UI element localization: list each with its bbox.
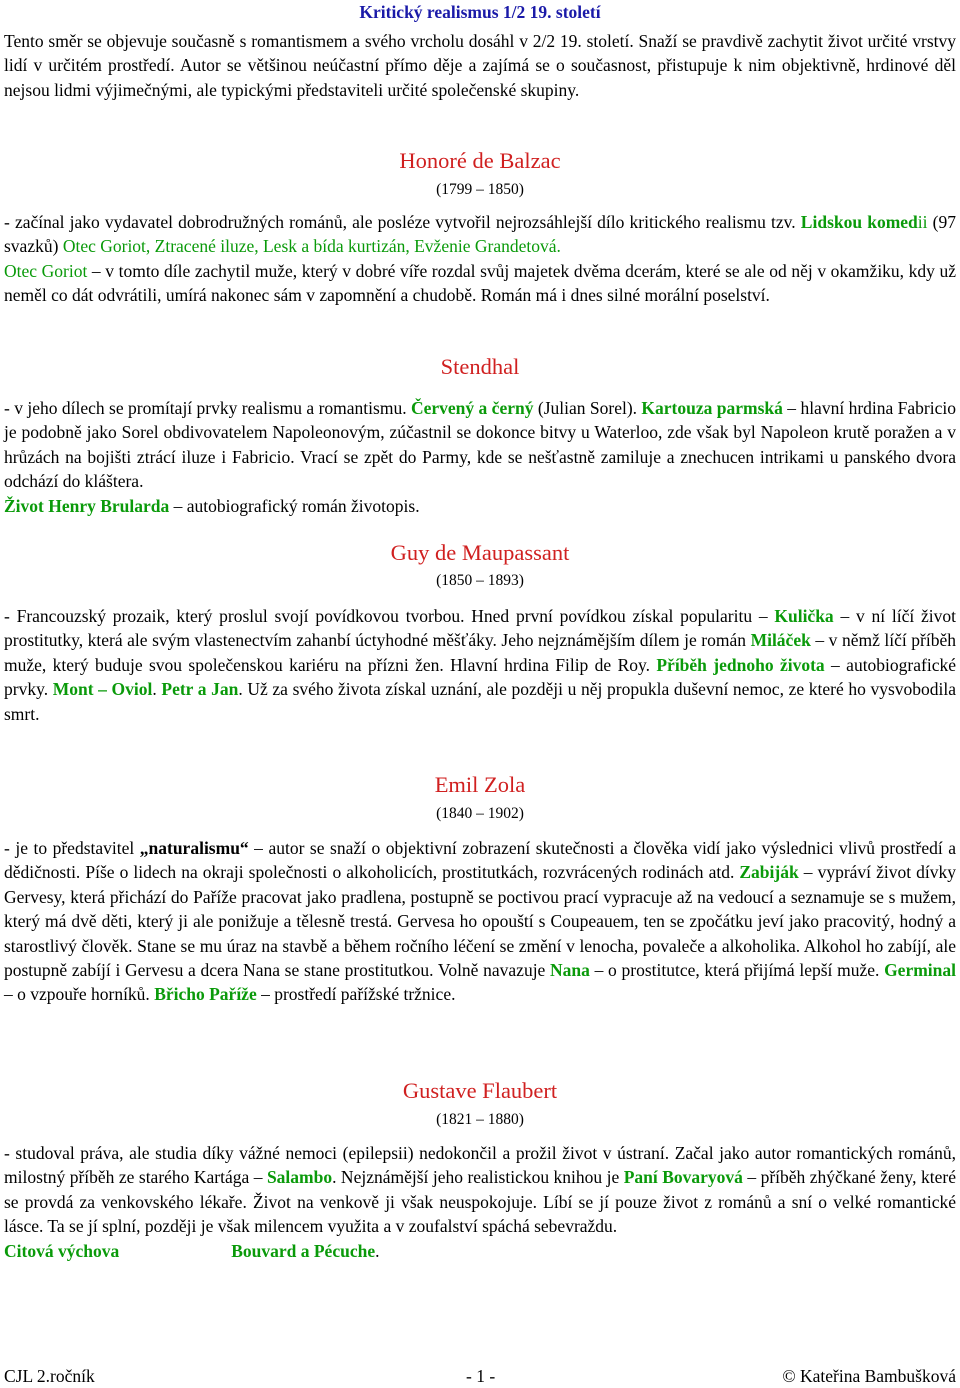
intro-text: Tento směr se objevuje současně s romantismem a svého vrcholu dosáhl v 2/2 19. století. Snaží se pravdivě zachytit život určité vrstvy lidí v určitém prostředí. Autor se většinou neúčastní přímo děje a zajímá se o současnost, přistupuje k nim objektivně, hrdinové děl nejsou lidmi výjimečnými, ale typickými představiteli určité společenské skupiny. (4, 31, 956, 100)
maupassant-work-mont-oviol: Mont – Oviol (52, 679, 153, 700)
balzac-paragraph (4, 210, 956, 259)
zola-work-bricho-parize: Břicho Paříže (154, 984, 257, 1005)
stendhal-work-zivot-henry-brularda: Život Henry Brularda (4, 495, 170, 516)
stendhal-work-cerveny-a-cerny: Červený a černý (410, 398, 534, 418)
flaubert-work-pani-bovaryova: Paní Bovaryová (623, 1167, 743, 1188)
balzac-section (4, 210, 956, 308)
flaubert-section (4, 1141, 956, 1263)
zola-heading: Emil Zola (434, 772, 526, 797)
zola-text-1: - je to představitel (4, 838, 140, 858)
footer-page-number: - 1 - (466, 1366, 496, 1386)
zola-term-naturalismus: „naturalismu“ (139, 838, 249, 858)
maupassant-section (4, 604, 956, 726)
zola-work-germinal: Germinal (884, 960, 956, 981)
stendhal-work-kartouza-parmska: Kartouza parmská (641, 398, 783, 418)
maupassant-text-5: . (152, 679, 162, 700)
maupassant-text-3: – v němž líčí příběh muže, který buduje svou společenskou kariéru na přízni žen. Hlavní hrdina Filip de Roy. (4, 630, 956, 675)
maupassant-text-2: – v ní líčí život prostitutky, která ale svým vlastenectvím zahanbí úctyhodné měšťáky. Jeho nejznámějším dílem je román (4, 606, 956, 651)
footer-course: CJL 2.ročník (4, 1366, 95, 1386)
flaubert-paragraph (4, 1141, 956, 1239)
flaubert-text-2: . Nejznámější jeho realistickou knihou je (332, 1167, 624, 1188)
footer-author: © Kateřina Bambušková (782, 1366, 956, 1386)
flaubert-paragraph-2 (4, 1239, 956, 1263)
flaubert-work-salambo: Salambo (266, 1167, 333, 1188)
stendhal-section (4, 396, 956, 518)
zola-work-nana: Nana (550, 960, 590, 981)
zola-text-3: – vypráví život dívky Gervesy, která přichází do Paříže pracovat jako pradlena, postupně se poctivou prací vypracuje až na vedoucí a seznamuje se s mužem, který má dvě děti, který ji ale ponižuje a tělesně trestá. Gervesa ho opouští s Coupeauem, ten se zpočátku jeví jako pracovitý, hodný a starostlivý člověk. Stane se mu úraz na stavbě a během ročního léčení se změní v lenocha, povaleče a alkoholika. Alkohol ho zabíjí, ale postupně zabíjí i Gervesu a dcera Nana se stane prostitutkou. Volně navazuje (4, 862, 956, 981)
maupassant-text-4: – autobiografické prvky. (4, 654, 956, 700)
stendhal-text-2: (Julian Sorel). (533, 398, 642, 418)
maupassant-heading: Guy de Maupassant (390, 540, 570, 565)
balzac-text-3: – v tomto díle zachytil muže, který v dobré víře rozdal svůj majetek dvěma dcerám, které se ale od něj v okamžiku, kdy už neměl co dát odvrátili, umírá nakonec sám v zapomnění a chudobě. Román má i dnes silné morální poselství. (4, 260, 956, 306)
flaubert-heading: Gustave Flaubert (402, 1078, 558, 1103)
balzac-work-otec-goriot: Otec Goriot (4, 260, 88, 281)
zola-text-2: – autor se snaží o objektivní zobrazení skutečnosti a člověka vidí jako výslednici vlivů prostředí a dědičnosti. Píše o lidech na okraji společnosti o alkoholicích, prostitutkách, rozvrácených rodinách atd. (4, 838, 956, 883)
maupassant-work-milacek: Miláček (750, 630, 811, 651)
balzac-text-1: - začínal jako vydavatel dobrodružných románů, ale posléze vytvořil nejrozsáhlejší dílo kritického realismu tzv. (4, 212, 801, 232)
flaubert-work-bouvard-a-pecuche: Bouvard a Pécuche (231, 1240, 376, 1261)
stendhal-paragraph-2 (4, 494, 956, 518)
flaubert-text-4: . (375, 1240, 380, 1261)
intro-paragraph (4, 29, 956, 102)
flaubert-text-3: – příběh zhýčkané ženy, které se provdá za venkovského lékaře. Život na venkově ji však neuspokojuje. Líbí se jí pouze život z románů a sní o velké romantické lásce. Ta se jí splní, později je však milencem využita a v zoufalství spáchá sebevraždu. (4, 1167, 956, 1237)
maupassant-paragraph (4, 604, 956, 726)
maupassant-work-petr-a-jan: Petr a Jan (161, 679, 239, 700)
balzac-works-list: Otec Goriot, Ztracené iluze, Lesk a bída kurtizán, Evženie Grandetová. (62, 236, 561, 257)
maupassant-text-6: . Už za svého života získal uznání, ale později u něj propukla duševní nemoc, ze které ho vysvobodila smrt. (4, 679, 957, 724)
maupassant-work-pribeh-jednoho-zivota: Příběh jednoho života (656, 654, 825, 675)
balzac-work-suffix: ii (917, 212, 928, 232)
stendhal-heading: Stendhal (440, 354, 520, 379)
balzac-paragraph-2 (4, 259, 956, 308)
stendhal-text-3: – hlavní hrdina Fabricio je podobně jako Sorel obdivovatelem Napoleonovým, zúčastnil se dokonce bitvy u Waterloo, zde však byl Napoleon krutě poražen a v hrůzách na bojišti ztrácí iluze i Fabricio. Vrací se zpět do Parmy, kde se nešťastně zamiluje a znechucen intrikami u panského dvora odchází do kláštera. (4, 398, 956, 492)
balzac-heading: Honoré de Balzac (399, 148, 561, 173)
zola-text-5: – o vzpouře horníků. (4, 984, 155, 1005)
maupassant-work-kulicka: Kulička (774, 606, 834, 626)
maupassant-text-1: - Francouzský prozaik, který proslul svojí povídkovou tvorbou. Hned první povídkou získal popularitu – (4, 606, 775, 626)
zola-section (4, 836, 956, 1007)
stendhal-text-4: – autobiografický román životopis. (169, 495, 420, 516)
balzac-work-lidska-komedie: Lidskou komed (800, 212, 918, 232)
zola-dates: (1840 – 1902) (436, 805, 524, 822)
stendhal-text-1: - v jeho dílech se promítají prvky realismu a romantismu. (4, 398, 411, 418)
zola-text-4: – o prostitutce, která přijímá lepší muže. (589, 960, 885, 981)
maupassant-dates: (1850 – 1893) (436, 572, 524, 589)
zola-work-zabijak: Zabiják (739, 862, 799, 883)
flaubert-text-1: - studoval práva, ale studia díky vážné nemoci (epilepsii) nedokončil a prožil život v ústraní. Začal jako autor romantických románů, milostný příběh ze starého Kartága – (4, 1143, 956, 1188)
balzac-text-2: (97 svazků) (4, 212, 956, 257)
zola-text-6: – prostředí pařížské tržnice. (256, 984, 456, 1005)
flaubert-work-citova-vychova: Citová výchova (4, 1240, 120, 1261)
page-title: Kritický realismus 1/2 19. století (359, 2, 601, 22)
flaubert-dates: (1821 – 1880) (436, 1111, 524, 1128)
stendhal-paragraph (4, 396, 956, 494)
zola-paragraph (4, 836, 956, 1007)
balzac-dates: (1799 – 1850) (436, 181, 524, 198)
